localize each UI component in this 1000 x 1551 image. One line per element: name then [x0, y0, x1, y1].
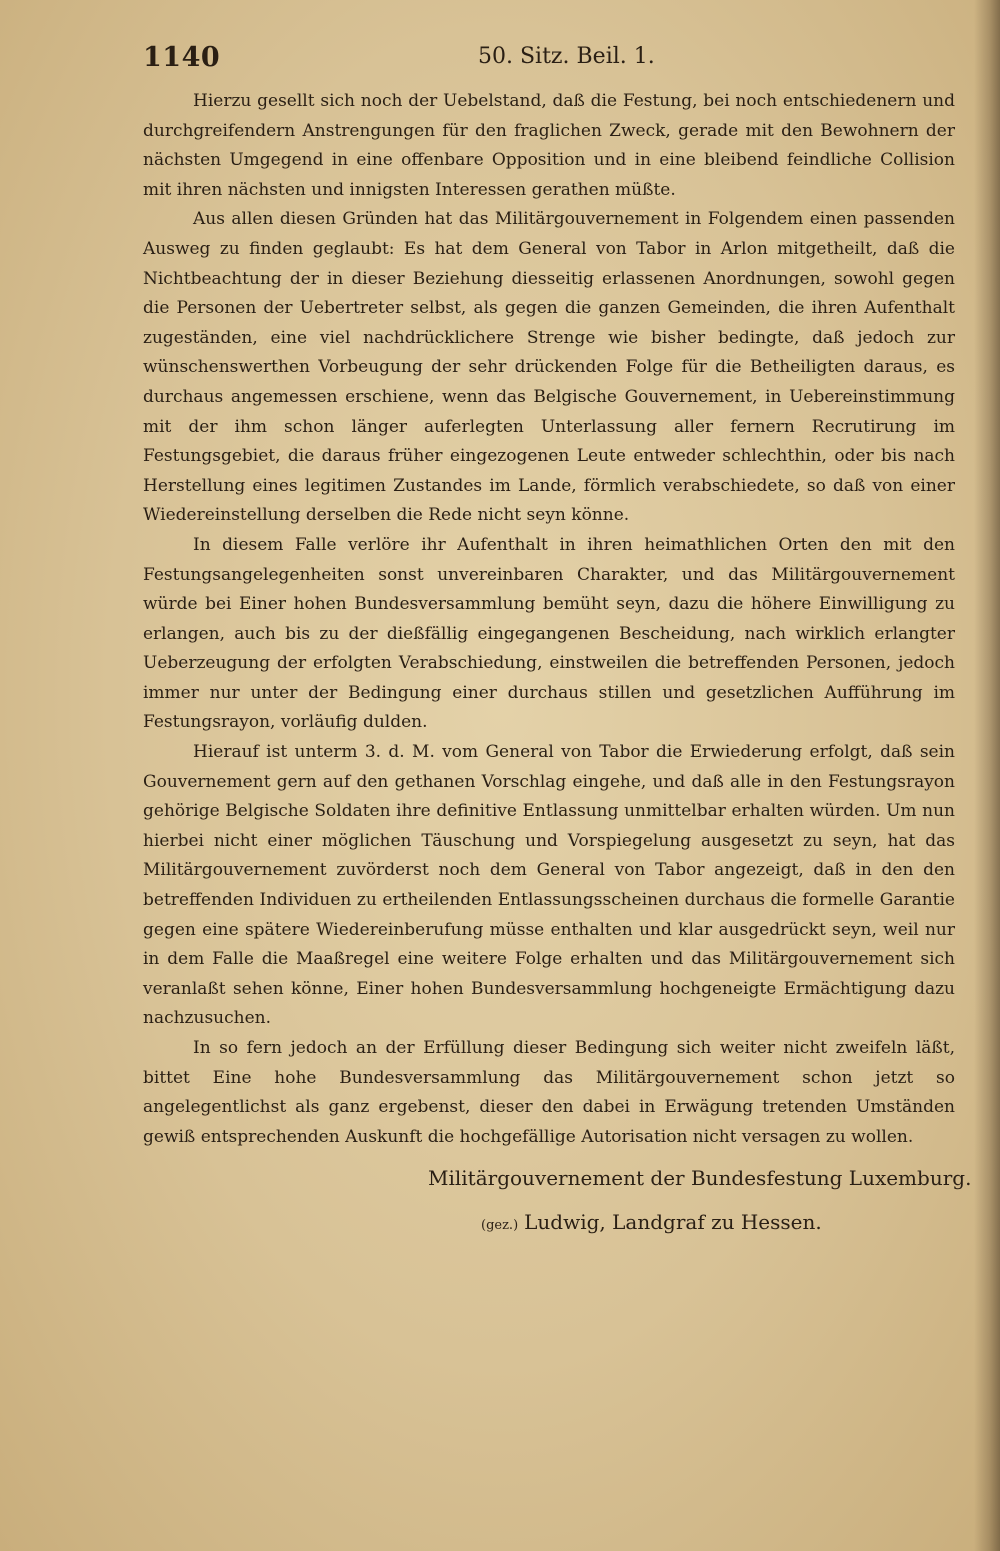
signer-block	[481, 1210, 822, 1234]
signer-name: Ludwig, Landgraf zu Hessen.	[524, 1210, 822, 1234]
paragraph-4: Hierauf ist unterm 3. d. M. vom General von Tabor die Erwiederung erfolgt, daß sein Gouvernement gern auf den gethanen Vorschlag eingehe, und daß alle in den Festungsrayon gehörige Belgische Soldaten ihre definitive Entlassung unmittelbar erhalten würden. Um nun hierbei nicht einer möglichen Täuschung und Vorspiegelung ausgesetzt zu seyn, hat das Militärgouvernement zuvörderst noch dem General von Tabor angezeigt, daß in den den betreffenden Individuen zu ertheilenden Entlassungsscheinen durchaus die formelle Garantie gegen eine spätere Wiedereinberufung müsse enthalten und klar ausgedrückt seyn, weil nur in dem Falle die Maaßregel eine weitere Folge erhalten und das Militärgouvernement sich veranlaßt sehen könne, Einer hohen Bundesversammlung hochgeneigte Ermächtigung dazu nachzusuchen.	[143, 742, 955, 1029]
paragraph-1: Hierzu gesellt sich noch der Uebelstand, daß die Festung, bei noch entschiedenern und durchgreifendern Anstrengungen für den fraglichen Zweck, gerade mit den Bewohnern der nächsten Umgegend in eine offenbare Opposition und in eine bleibend feindliche Collision mit ihren nächsten und innigsten Interessen gerathen müßte.	[143, 91, 955, 200]
book-spine-shadow	[974, 0, 1000, 1551]
paragraph-2: Aus allen diesen Gründen hat das Militärgouvernement in Folgendem einen passenden Ausweg zu finden geglaubt: Es hat dem General von Tabor in Arlon mitgetheilt, daß die Nichtbeachtung der in dieser Beziehung diesseitig erlassenen Anordnungen, sowohl gegen die Personen der Uebertreter selbst, als gegen die ganzen Gemeinden, die ihren Aufenthalt zugeständen, eine viel nachdrücklichere Strenge wie bisher bedingte, daß jedoch zur wünschenswerthen Vorbeugung der sehr drückenden Folge für die Betheiligten daraus, es durchaus angemessen erschiene, wenn das Belgische Gouvernement, in Uebereinstimmung mit der ihm schon länger auferlegten Unterlassung aller fernern Recrutirung im Festungsgebiet, die daraus früher eingezogenen Leute entweder schlechthin, oder bis nach Herstellung eines legitimen Zustandes im Lande, förmlich verabschiedete, so daß von einer Wiedereinstellung derselben die Rede nicht seyn könne.	[143, 209, 955, 526]
signature-line: Militärgouvernement der Bundesfestung Luxemburg.	[428, 1166, 972, 1190]
body-text	[143, 87, 955, 1152]
page-number: 1140	[143, 42, 221, 73]
running-title: 50. Sitz. Beil. 1.	[478, 44, 655, 69]
page-header	[143, 42, 963, 82]
paragraph-3: In diesem Falle verlöre ihr Aufenthalt in ihren heimathlichen Orten den mit den Festungsangelegenheiten sonst unvereinbaren Charakter, und das Militärgouvernement würde bei Einer hohen Bundesversammlung bemüht seyn, dazu die höhere Einwilligung zu erlangen, auch bis zu der dießfällig eingegangenen Bescheidung, nach wirklich erlangter Ueberzeugung der erfolgten Verabschiedung, einstweilen die betreffenden Personen, jedoch immer nur unter der Bedingung einer durchaus stillen und gesetzlichen Aufführung im Festungsrayon, vorläufig dulden.	[143, 534, 955, 733]
signed-abbreviation: (gez.)	[481, 1218, 519, 1233]
paragraph-5: In so fern jedoch an der Erfüllung dieser Bedingung sich weiter nicht zweifeln läßt, bittet Eine hohe Bundesversammlung das Militärgouvernement schon jetzt so angelegentlichst als ganz ergebenst, dieser den dabei in Erwägung tretenden Umständen gewiß entsprechenden Auskunft die hochgefällige Autorisation nicht versagen zu wollen.	[143, 1038, 955, 1147]
